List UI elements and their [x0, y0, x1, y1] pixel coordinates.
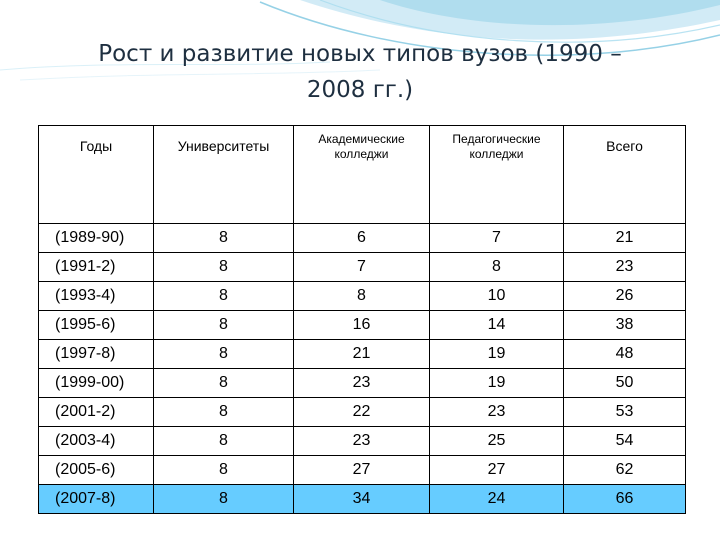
- cell-universities: 8: [154, 485, 294, 514]
- cell-total: 53: [564, 398, 686, 427]
- cell-academic: 23: [294, 369, 430, 398]
- cell-universities: 8: [154, 340, 294, 369]
- cell-total: 66: [564, 485, 686, 514]
- cell-universities: 8: [154, 456, 294, 485]
- cell-academic: 21: [294, 340, 430, 369]
- cell-academic: 6: [294, 224, 430, 253]
- cell-period: (1991-2): [39, 253, 154, 282]
- cell-pedagogical: 14: [430, 311, 564, 340]
- cell-universities: 8: [154, 398, 294, 427]
- cell-pedagogical: 10: [430, 282, 564, 311]
- universities-growth-table: [38, 125, 686, 514]
- cell-period: (1997-8): [39, 340, 154, 369]
- table-row: [39, 369, 686, 398]
- cell-period: (2005-6): [39, 456, 154, 485]
- cell-universities: 8: [154, 224, 294, 253]
- cell-total: 54: [564, 427, 686, 456]
- cell-academic: 34: [294, 485, 430, 514]
- cell-pedagogical: 8: [430, 253, 564, 282]
- cell-universities: 8: [154, 369, 294, 398]
- cell-academic: 8: [294, 282, 430, 311]
- slide-title-line2: 2008 гг.): [306, 77, 414, 103]
- header-universities: Университеты: [154, 126, 294, 224]
- cell-universities: 8: [154, 282, 294, 311]
- cell-academic: 23: [294, 427, 430, 456]
- header-pedagogical-colleges: Педагогические колледжи: [430, 126, 564, 224]
- table-row: [39, 282, 686, 311]
- cell-total: 50: [564, 369, 686, 398]
- table-row: [39, 311, 686, 340]
- cell-universities: 8: [154, 311, 294, 340]
- cell-total: 48: [564, 340, 686, 369]
- header-academic-colleges: Академические колледжи: [294, 126, 430, 224]
- table-row: [39, 340, 686, 369]
- cell-period: (2001-2): [39, 398, 154, 427]
- cell-academic: 16: [294, 311, 430, 340]
- table-row-highlighted: [39, 485, 686, 514]
- cell-universities: 8: [154, 253, 294, 282]
- cell-period: (2007-8): [39, 485, 154, 514]
- cell-period: (1993-4): [39, 282, 154, 311]
- cell-academic: 27: [294, 456, 430, 485]
- table-row: [39, 224, 686, 253]
- cell-academic: 22: [294, 398, 430, 427]
- cell-total: 62: [564, 456, 686, 485]
- slide-title: [40, 36, 680, 108]
- cell-total: 38: [564, 311, 686, 340]
- table-row: [39, 253, 686, 282]
- cell-period: (1999-00): [39, 369, 154, 398]
- cell-academic: 7: [294, 253, 430, 282]
- table-row: [39, 456, 686, 485]
- cell-pedagogical: 7: [430, 224, 564, 253]
- cell-pedagogical: 25: [430, 427, 564, 456]
- header-years: Годы: [39, 126, 154, 224]
- cell-universities: 8: [154, 427, 294, 456]
- cell-pedagogical: 19: [430, 369, 564, 398]
- table-header-row: [39, 126, 686, 224]
- cell-total: 26: [564, 282, 686, 311]
- cell-period: (2003-4): [39, 427, 154, 456]
- header-total: Всего: [564, 126, 686, 224]
- table-row: [39, 398, 686, 427]
- cell-pedagogical: 27: [430, 456, 564, 485]
- table-row: [39, 427, 686, 456]
- cell-period: (1995-6): [39, 311, 154, 340]
- cell-total: 21: [564, 224, 686, 253]
- cell-total: 23: [564, 253, 686, 282]
- slide-title-line1: Рост и развитие новых типов вузов (1990 –: [98, 41, 622, 67]
- cell-pedagogical: 23: [430, 398, 564, 427]
- cell-pedagogical: 19: [430, 340, 564, 369]
- cell-period: (1989-90): [39, 224, 154, 253]
- cell-pedagogical: 24: [430, 485, 564, 514]
